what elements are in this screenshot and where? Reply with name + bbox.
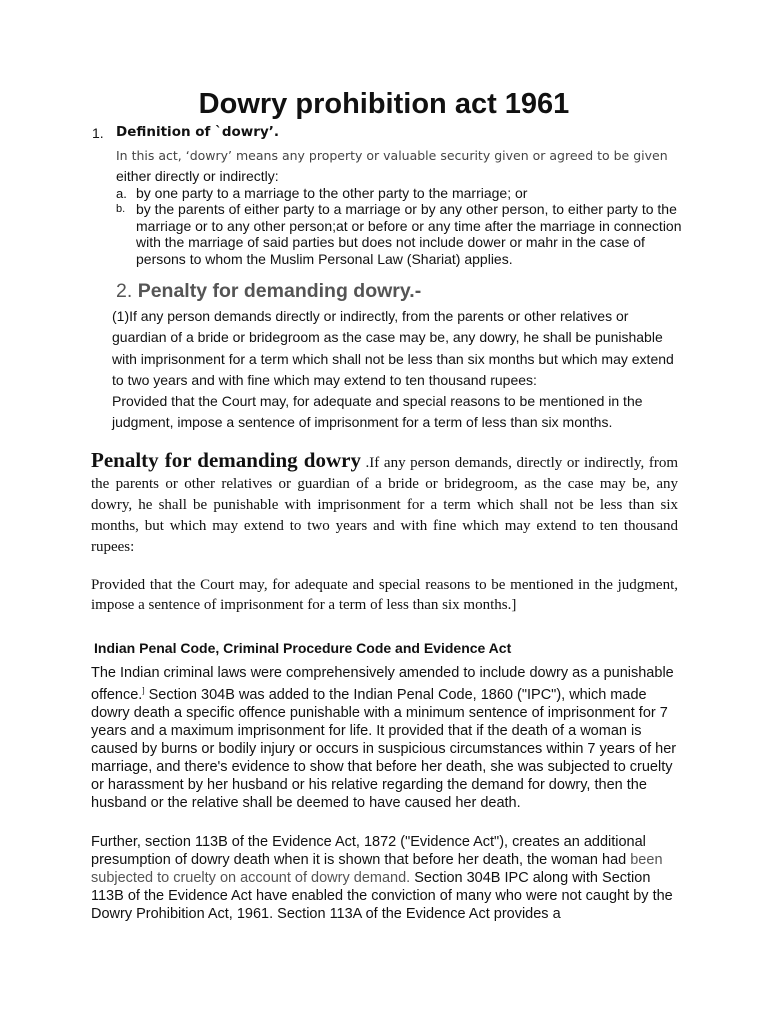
section-2-paragraph-1: (1)If any person demands directly or indirectly, from the parents or other relatives or guardian of a bride or bridegroom as the case may be, any dowry, he shall be punishable with imprisonment for a term which shall not be less than six months but which may extend to two years and with fine which may extend to ten thousand rupees:	[112, 308, 674, 388]
penalty-lead: Penalty for demanding dowry	[91, 448, 361, 472]
section-2-body	[112, 306, 680, 434]
penalty-text: .If any person demands, directly or indirectly, from the parents or other relatives or guardian of a bride or bridegroom, as the case may be, any dowry, he shall be punishable with imprisonment for a term which shall not be less than six months, but which may extend to two years and with fine which may extend to ten thousand rupees:	[91, 455, 678, 555]
footnote-marker: ]	[142, 686, 145, 695]
section-2-heading-row	[116, 280, 421, 303]
list-item-b: by the parents of either party to a marriage or by any other person, to either party to the marriage or to any other person;at or before or any time after the marriage in connection with the marriage of said parties but does not include dower or mahr in the case of persons to whom the Muslim Personal Law (Shariat) applies.	[136, 201, 682, 267]
ipc-paragraph-2-end: Section 304B IPC along with Section 113B of the Evidence Act have enabled the conviction of many who were not caught by the Dowry Prohibition Act, 1961. Section 113A of the Evidence Act provides a	[91, 870, 673, 922]
ipc-paragraph-2-start: Further, section 113B of the Evidence Act, 1872 ("Evidence Act"), creates an additional presumption of dowry death when it is shown that before her death, the woman had	[91, 834, 646, 868]
ipc-paragraph-2	[91, 833, 681, 923]
section-1-intro-continued: either directly or indirectly:	[116, 168, 279, 184]
list-item-marker-b: b.	[116, 203, 126, 215]
section-1-number: 1.	[92, 125, 104, 141]
list-item-a: by one party to a marriage to the other party to the marriage; or	[136, 185, 528, 201]
penalty-proviso: Provided that the Court may, for adequate and special reasons to be mentioned in the judgment, impose a sentence of imprisonment for a term of less than six months.]	[91, 577, 678, 613]
section-2-heading: Penalty for demanding dowry.-	[137, 280, 422, 302]
penalty-paragraph	[91, 450, 678, 558]
ipc-paragraph-1	[91, 664, 681, 812]
page-title: Dowry prohibition act 1961	[198, 88, 570, 120]
section-1-intro: In this act, ‘dowry’ means any property or valuable security given or agreed to be given	[116, 148, 668, 163]
ipc-paragraph-2-middle: been subjected to cruelty on account of dowry demand.	[91, 852, 663, 886]
section-1-heading: Definition of `dowry’.	[116, 124, 279, 140]
section-2-number: 2.	[116, 280, 133, 302]
section-2-proviso: Provided that the Court may, for adequate and special reasons to be mentioned in the judgment, impose a sentence of imprisonment for a term of less than six months.	[112, 393, 643, 431]
ipc-paragraph-1-rest: Section 304B was added to the Indian Penal Code, 1860 ("IPC"), which made dowry death a specific offence punishable with a minimum sentence of imprisonment for 7 years and a maximum imprisonment for life. It provided that if the death of a woman is caused by burns or bodily injury or occurs in suspicious circumstances within 7 years of her marriage, and there's evidence to show that before her death, she was subjected to cruelty or harassment by her husband or his relative regarding the demand for dowry, then the husband or the relative shall be deemed to have caused her death.	[91, 686, 677, 811]
ipc-heading: Indian Penal Code, Criminal Procedure Code and Evidence Act	[94, 640, 512, 656]
list-item-marker-a: a.	[116, 186, 127, 201]
ipc-paragraph-1-start: The Indian criminal laws were comprehensively amended to include dowry as a punishable offence.	[91, 665, 674, 703]
